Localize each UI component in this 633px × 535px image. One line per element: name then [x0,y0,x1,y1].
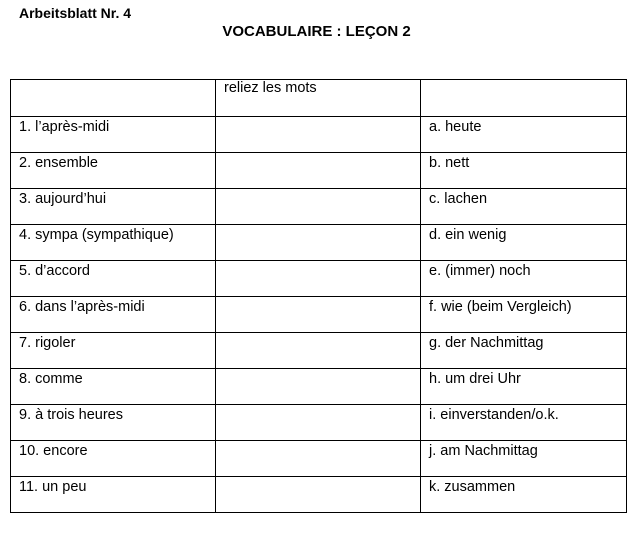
german-word-cell: d. ein wenig [421,225,627,261]
table-row [11,405,627,441]
table-row [11,369,627,405]
answer-cell[interactable] [216,477,421,513]
answer-cell[interactable] [216,261,421,297]
french-word-cell: 8. comme [11,369,216,405]
answer-cell[interactable] [216,153,421,189]
header-cell-french [11,80,216,117]
answer-cell[interactable] [216,117,421,153]
table-header-row [11,80,627,117]
german-word-cell: c. lachen [421,189,627,225]
french-word-cell: 3. aujourd’hui [11,189,216,225]
answer-cell[interactable] [216,333,421,369]
french-word-cell: 5. d’accord [11,261,216,297]
table-row [11,441,627,477]
table-row [11,117,627,153]
header-cell-german [421,80,627,117]
table-row [11,225,627,261]
table-row [11,189,627,225]
german-word-cell: k. zusammen [421,477,627,513]
worksheet-label: Arbeitsblatt Nr. 4 [19,5,132,21]
french-word-cell: 1. l’après-midi [11,117,216,153]
answer-cell[interactable] [216,297,421,333]
german-word-cell: e. (immer) noch [421,261,627,297]
answer-cell[interactable] [216,441,421,477]
french-word-cell: 10. encore [11,441,216,477]
french-word-cell: 9. à trois heures [11,405,216,441]
table-row [11,333,627,369]
french-word-cell: 2. ensemble [11,153,216,189]
german-word-cell: i. einverstanden/o.k. [421,405,627,441]
german-word-cell: b. nett [421,153,627,189]
german-word-cell: a. heute [421,117,627,153]
answer-cell[interactable] [216,405,421,441]
table-row [11,297,627,333]
table-row [11,477,627,513]
header-cell-instruction: reliez les mots [216,80,421,117]
page-title: VOCABULAIRE : LEÇON 2 [222,23,411,40]
french-word-cell: 6. dans l’après-midi [11,297,216,333]
table-row [11,261,627,297]
german-word-cell: f. wie (beim Vergleich) [421,297,627,333]
answer-cell[interactable] [216,369,421,405]
answer-cell[interactable] [216,189,421,225]
french-word-cell: 4. sympa (sympathique) [11,225,216,261]
vocabulary-table [10,79,627,513]
table-row [11,153,627,189]
answer-cell[interactable] [216,225,421,261]
german-word-cell: g. der Nachmittag [421,333,627,369]
german-word-cell: j. am Nachmittag [421,441,627,477]
french-word-cell: 11. un peu [11,477,216,513]
german-word-cell: h. um drei Uhr [421,369,627,405]
french-word-cell: 7. rigoler [11,333,216,369]
